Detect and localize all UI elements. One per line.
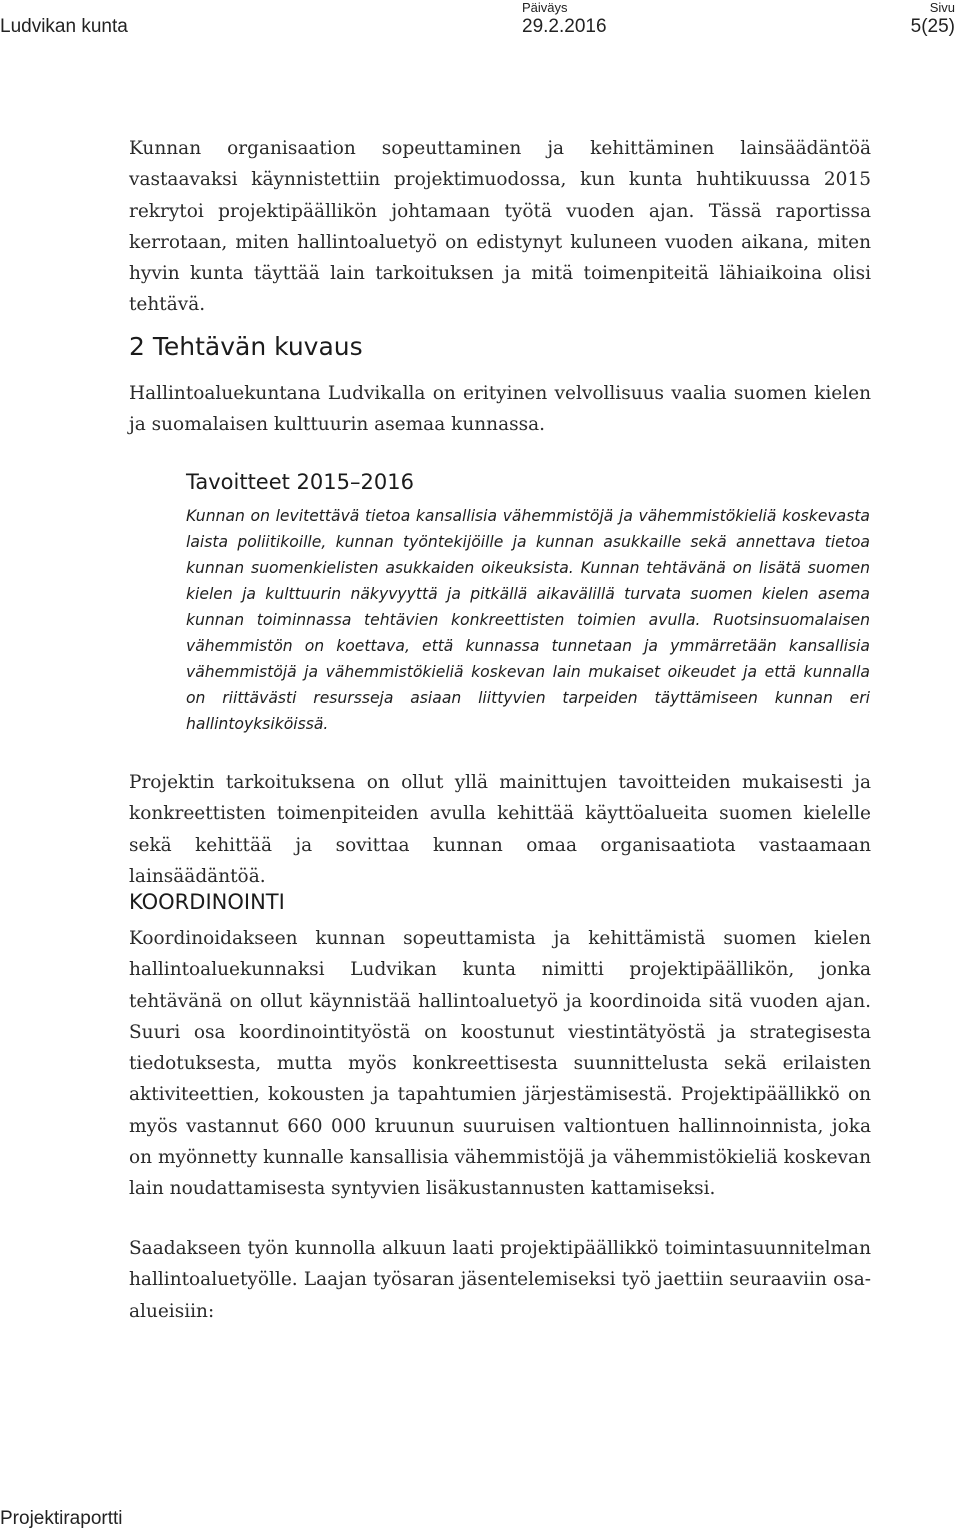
footer-label: Projektiraportti — [0, 1508, 123, 1529]
header-date — [522, 0, 607, 39]
intro-paragraph: Kunnan organisaation sopeuttaminen ja kehittäminen lainsäädäntöä vastaavaksi käynnistettiin projektimuodossa, kun kunta huhtikuussa 2015 rekrytoi projektipäällikön johtamaan työtä vuoden ajan. Tässä raportissa kerrotaan, miten hallintoaluetyö on edistynyt kuluneen vuoden aikana, miten hyvin kunta täyttää lain tarkoituksen ja mitä toimenpiteitä lähiaikoina olisi tehtävä. — [129, 138, 871, 316]
section-heading: 2 Tehtävän kuvaus — [129, 332, 363, 361]
koordinointi-paragraph-2: Saadakseen työn kunnolla alkuun laati projektipäällikkö toimintasuunnitelman hallintoaluetyölle. Laajan työsaran jäsentelemiseksi työ jaettiin seuraaviin osa-alueisiin: — [129, 1238, 871, 1322]
section-intro-paragraph: Hallintoaluekuntana Ludvikalla on erityinen velvollisuus vaalia suomen kielen ja suomalaisen kulttuurin asemaa kunnassa. — [129, 383, 871, 436]
header-page — [911, 0, 955, 39]
page-number: 5(25) — [910, 16, 955, 37]
date-value: 29.2.2016 — [522, 16, 607, 37]
date-label: Päiväys — [522, 0, 568, 15]
koordinointi-paragraph-1: Koordinoidakseen kunnan sopeuttamista ja kehittämistä suomen kielen hallintoaluekunnaksi Ludvikan kunta nimitti projektipäällikön, jonka tehtävänä on ollut käynnistää hallintoaluetyö ja koordinoida sitä vuoden ajan. Suuri osa koordinointityöstä on koostunut viestintätyöstä ja strategisesta tiedotuksesta, mutta myös konkreettisesta suunnittelusta sekä erilaisten aktiviteettien, kokousten ja tapahtumien järjestämisestä. Projektipäällikkö on myös vastannut 660 000 kruunun suuruisen valtiontuen hallinnoinnista, joka on myönnetty kunnalle kansallisia vähemmistöjä ja vähemmistökieliä koskevan lain noudattamisesta syntyvien lisäkustannusten kattamiseksi. — [129, 928, 871, 1200]
goals-heading: Tavoitteet 2015–2016 — [186, 470, 414, 494]
goals-text: Kunnan on levitettävä tietoa kansallisia vähemmistöjä ja vähemmistökieliä koskevasta laista poliitikoille, kunnan työntekijöille ja kunnan asukkaille sekä annettava tietoa kunnan suomenkielisten asukkaiden oikeuksista. Kunnan tehtävänä on lisätä suomen kielen ja kulttuurin näkyvyyttä ja pitkällä aikavälillä turvata suomen kielen asema kunnan toiminnassa tehtävien konkreettisten toimien avulla. Ruotsinsuomalaisen vähemmistön on koettava, että kunnassa tunnetaan ja ymmärretään kansallisia vähemmistöjä ja vähemmistökieliä koskevan lain mukaiset oikeudet ja että kunnalla on riittävästi resursseja asiaan liittyvien tarpeiden täyttämiseen kunnan eri hallintoyksiköissä. — [186, 507, 870, 733]
purpose-paragraph: Projektin tarkoituksena on ollut yllä mainittujen tavoitteiden mukaisesti ja konkreettisten toimenpiteiden avulla kehittää käyttöalueita suomen kielelle sekä kehittää ja sovittaa kunnan omaa organisaatiota vastaamaan lainsäädäntöä. — [129, 772, 871, 887]
header-organization: Ludvikan kunta — [0, 16, 128, 37]
koordinointi-heading: KOORDINOINTI — [129, 890, 285, 914]
page-label: Sivu — [929, 0, 955, 15]
